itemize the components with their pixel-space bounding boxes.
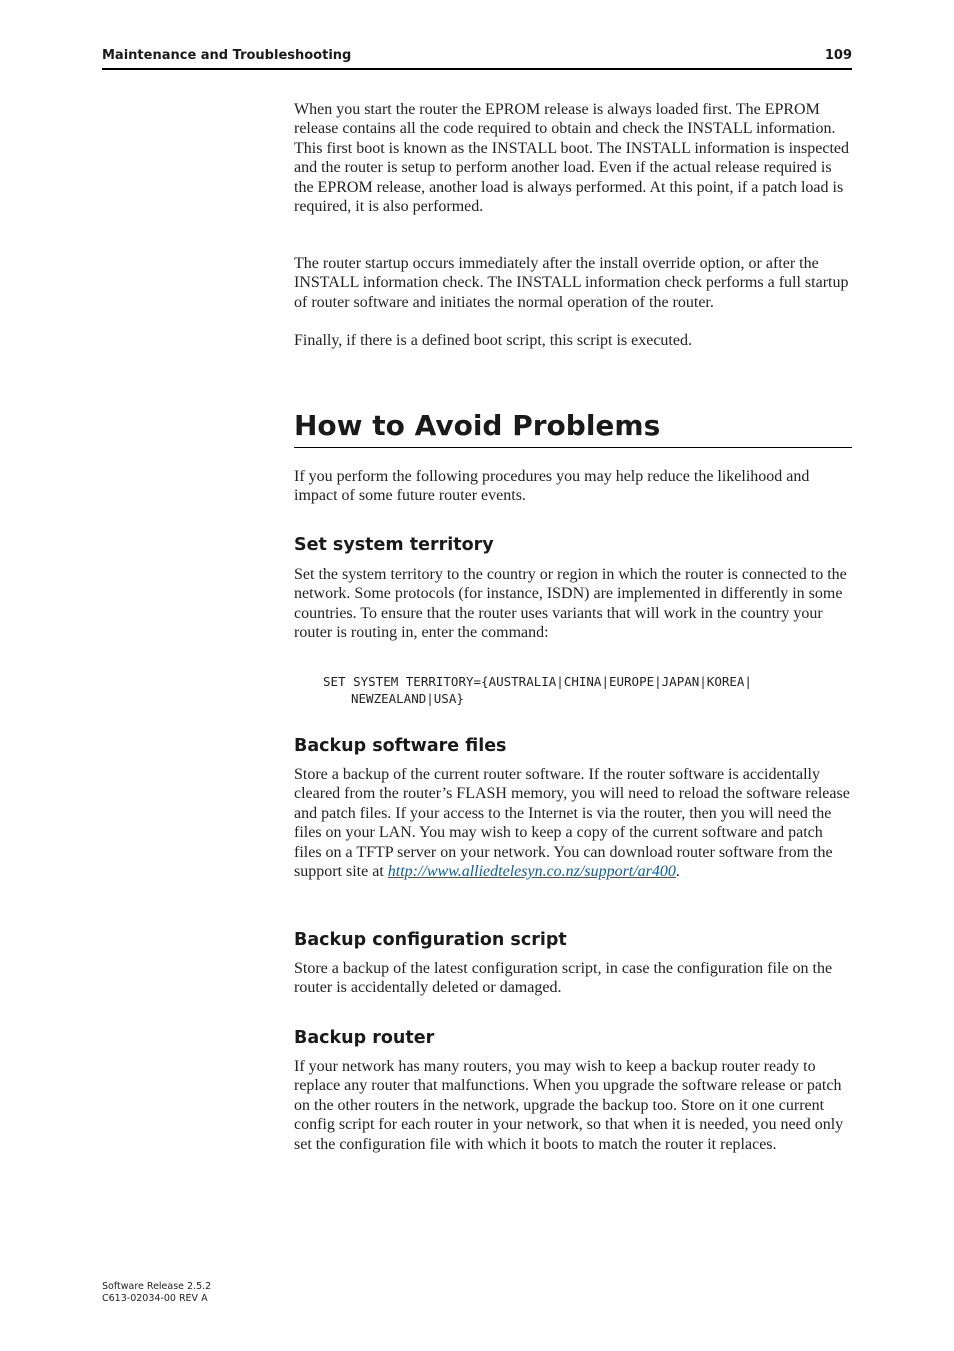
section-intro <box>294 467 852 506</box>
section-intro-text: If you perform the following procedures you may help reduce the likelihood and impact of some future router events. <box>294 468 810 505</box>
territory-heading: Set system territory <box>294 535 494 555</box>
router-text: If your network has many routers, you may wish to keep a backup router ready to replace any router that malfunctions. When you upgrade the software release or patch on the other routers in the network, upgrade the backup too. Store on it one current config script for each router in your network, so that when it is needed, you need only set the configuration file with which it boots to match the router it replaces. <box>294 1058 844 1153</box>
software-text: Store a backup of the current router software. If the router software is accidentally cleared from the router’s FLASH memory, you will need to reload the software release and patch files. If your access to the Internet is via the router, then you will need the files on your LAN. You may wish to keep a copy of the current software and patch files on a TFTP server on your network. You can download router software from the support site at <box>294 766 850 881</box>
running-header <box>102 48 852 70</box>
intro-paragraph-2 <box>294 254 852 312</box>
config-paragraph <box>294 959 852 998</box>
software-period: . <box>675 863 680 881</box>
config-text: Store a backup of the latest configuration script, in case the configuration file on the router is accidentally deleted or damaged. <box>294 960 833 997</box>
territory-text: Set the system territory to the country or region in which the router is connected to the network. Some protocols (for instance, ISDN) are implemented in differently in some countries. To ensure that the router uses variants that will work in the country your router is routing in, enter the command: <box>294 566 847 642</box>
intro-p1-text: When you start the router the EPROM release is always loaded first. The EPROM release contains all the code required to obtain and check the INSTALL information. This first boot is known as the INSTALL boot. The INSTALL information is inspected and the router is setup to perform another load. Even if the actual release required is the EPROM release, another load is always performed. At this point, if a patch load is required, it is also performed. <box>294 101 849 216</box>
intro-paragraph-1 <box>294 100 852 216</box>
software-paragraph <box>294 765 852 881</box>
page-footer <box>102 1281 211 1305</box>
intro-p3-text: Finally, if there is a defined boot script, this script is executed. <box>294 332 692 349</box>
intro-paragraph-3 <box>294 331 852 350</box>
software-heading: Backup software files <box>294 736 507 756</box>
header-title: Maintenance and Troubleshooting <box>102 48 352 63</box>
software-paragraph-body <box>294 765 852 881</box>
router-paragraph <box>294 1057 852 1154</box>
footer-doc-id: C613-02034-00 REV A <box>102 1293 208 1304</box>
territory-paragraph <box>294 565 852 643</box>
territory-command-line-2: NEWZEALAND|USA} <box>351 691 464 706</box>
territory-command-line-1: SET SYSTEM TERRITORY={AUSTRALIA|CHINA|EUROPE|JAPAN|KOREA| <box>323 674 752 689</box>
intro-p2-text: The router startup occurs immediately after the install override option, or after the INSTALL information check. The INSTALL information check performs a full startup of router software and initiates the normal operation of the router. <box>294 255 849 311</box>
section-heading: How to Avoid Problems <box>294 405 852 448</box>
support-site-link[interactable]: http://www.alliedtelesyn.co.nz/support/ar400 <box>387 863 676 881</box>
config-heading: Backup configuration script <box>294 930 567 950</box>
page-number: 109 <box>824 48 852 63</box>
footer-release: Software Release 2.5.2 <box>102 1281 212 1292</box>
router-heading: Backup router <box>294 1028 435 1048</box>
